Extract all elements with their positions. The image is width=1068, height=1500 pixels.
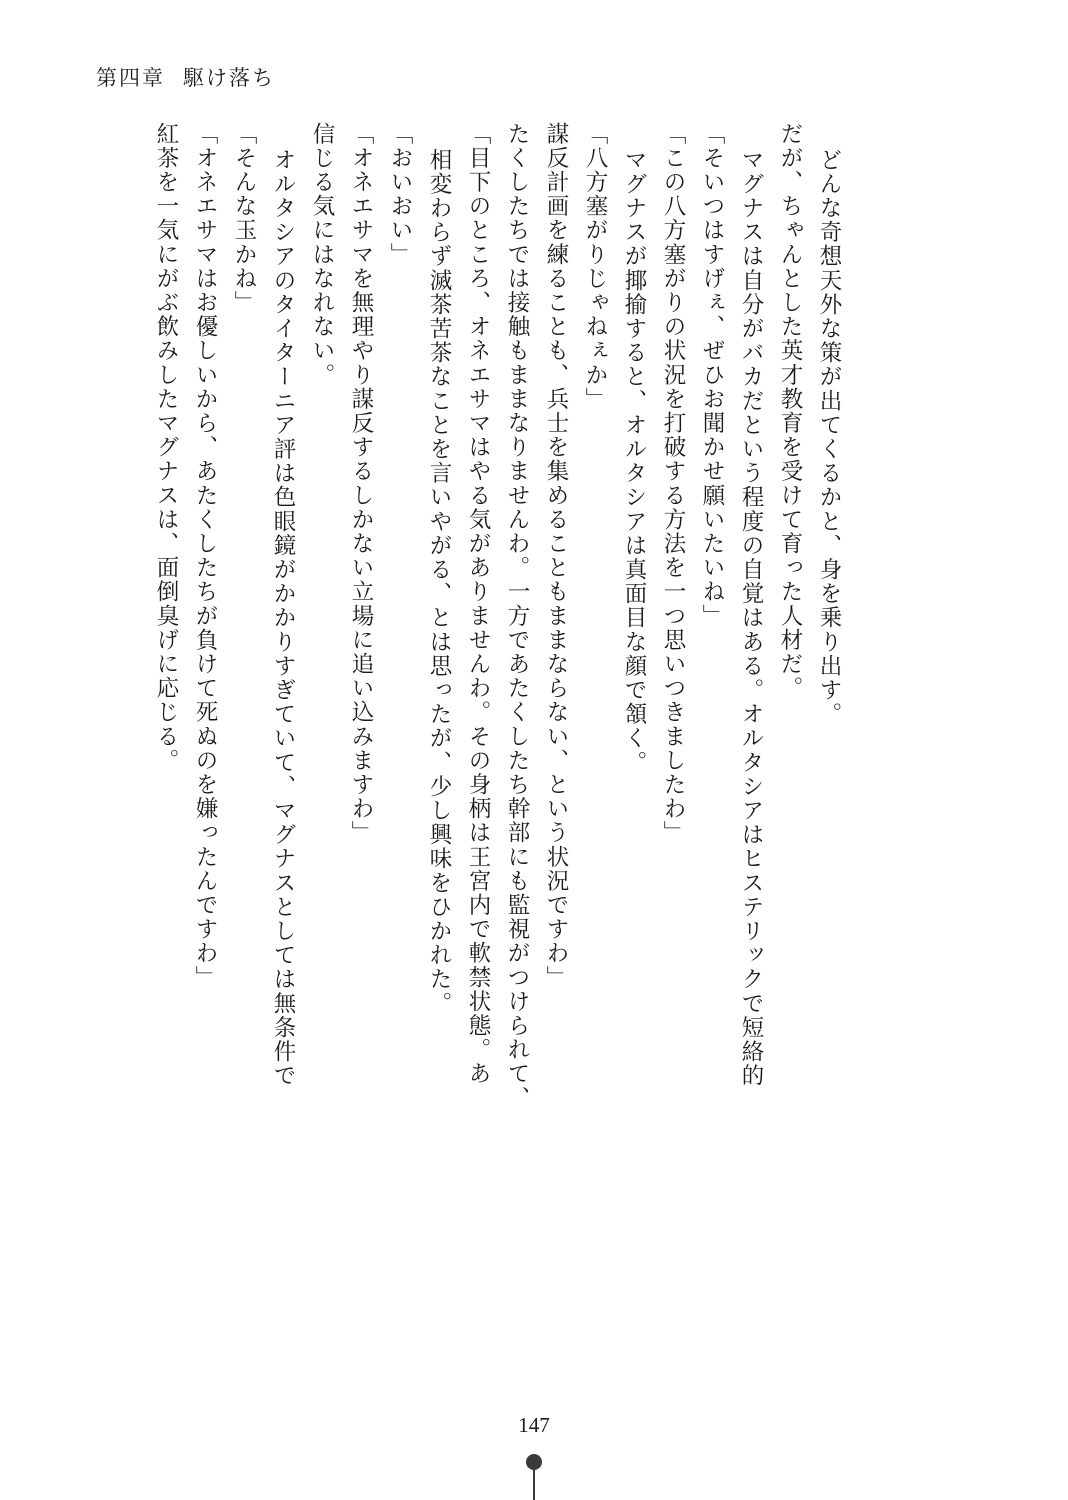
text-column: 「おいおい」 bbox=[388, 122, 413, 267]
text-column: 「そんな玉かね」 bbox=[232, 122, 257, 315]
text-column: 「そいつはすげぇ、ぜひお聞かせ願いたいね」 bbox=[700, 122, 725, 629]
text-column: だが、ちゃんとした英才教育を受けて育った人材だ。 bbox=[778, 122, 803, 701]
chapter-title: 駆け落ち bbox=[183, 66, 275, 90]
text-column: 「八方塞がりじゃねぇか」 bbox=[583, 122, 608, 412]
text-column: 紅茶を一気にがぶ飲みしたマグナスは、面倒臭げに応じる。 bbox=[154, 122, 179, 773]
text-column: オルタシアのタイターニア評は色眼鏡がかかりすぎていて、マグナスとしては無条件で bbox=[271, 148, 296, 1088]
text-column: たくしたちでは接触もままなりませんわ。一方であたくしたち幹部にも監視がつけられて、 bbox=[505, 122, 530, 1111]
running-head bbox=[96, 62, 275, 92]
text-column: 「目下のところ、オネエサマはやる気がありませんわ。その身柄は王宮内で軟禁状態。あ bbox=[466, 122, 491, 1086]
ornament-stem bbox=[533, 1468, 535, 1500]
text-column: 相変わらず滅茶苦茶なことを言いやがる、とは思ったが、少し興味をひかれた。 bbox=[427, 148, 452, 1016]
text-column: どんな奇想天外な策が出てくるかと、身を乗り出す。 bbox=[817, 148, 842, 727]
text-column: 謀反計画を練ることも、兵士を集めることもままならない、という状況ですわ」 bbox=[544, 122, 569, 990]
chapter-number: 第四章 bbox=[96, 66, 165, 90]
text-column: 信じる気にはなれない。 bbox=[310, 122, 335, 388]
text-column: 「この八方塞がりの状況を打破する方法を一つ思いつきましたわ」 bbox=[661, 122, 686, 845]
text-column: マグナスが揶揄すると、オルタシアは真面目な顔で頷く。 bbox=[622, 148, 647, 775]
page-number: 147 bbox=[518, 1413, 550, 1437]
vertical-text-body bbox=[138, 122, 998, 1352]
text-column: 「オネエサマはお優しいから、あたくしたちが負けて死ぬのを嫌ったんですわ」 bbox=[193, 122, 218, 990]
bottom-ornament-icon bbox=[525, 1454, 543, 1500]
text-column: 「オネエサマを無理やり謀反するしかない立場に追い込みますわ」 bbox=[349, 122, 374, 845]
text-column: マグナスは自分がバカだという程度の自覚はある。オルタシアはヒステリックで短絡的 bbox=[739, 148, 764, 1088]
